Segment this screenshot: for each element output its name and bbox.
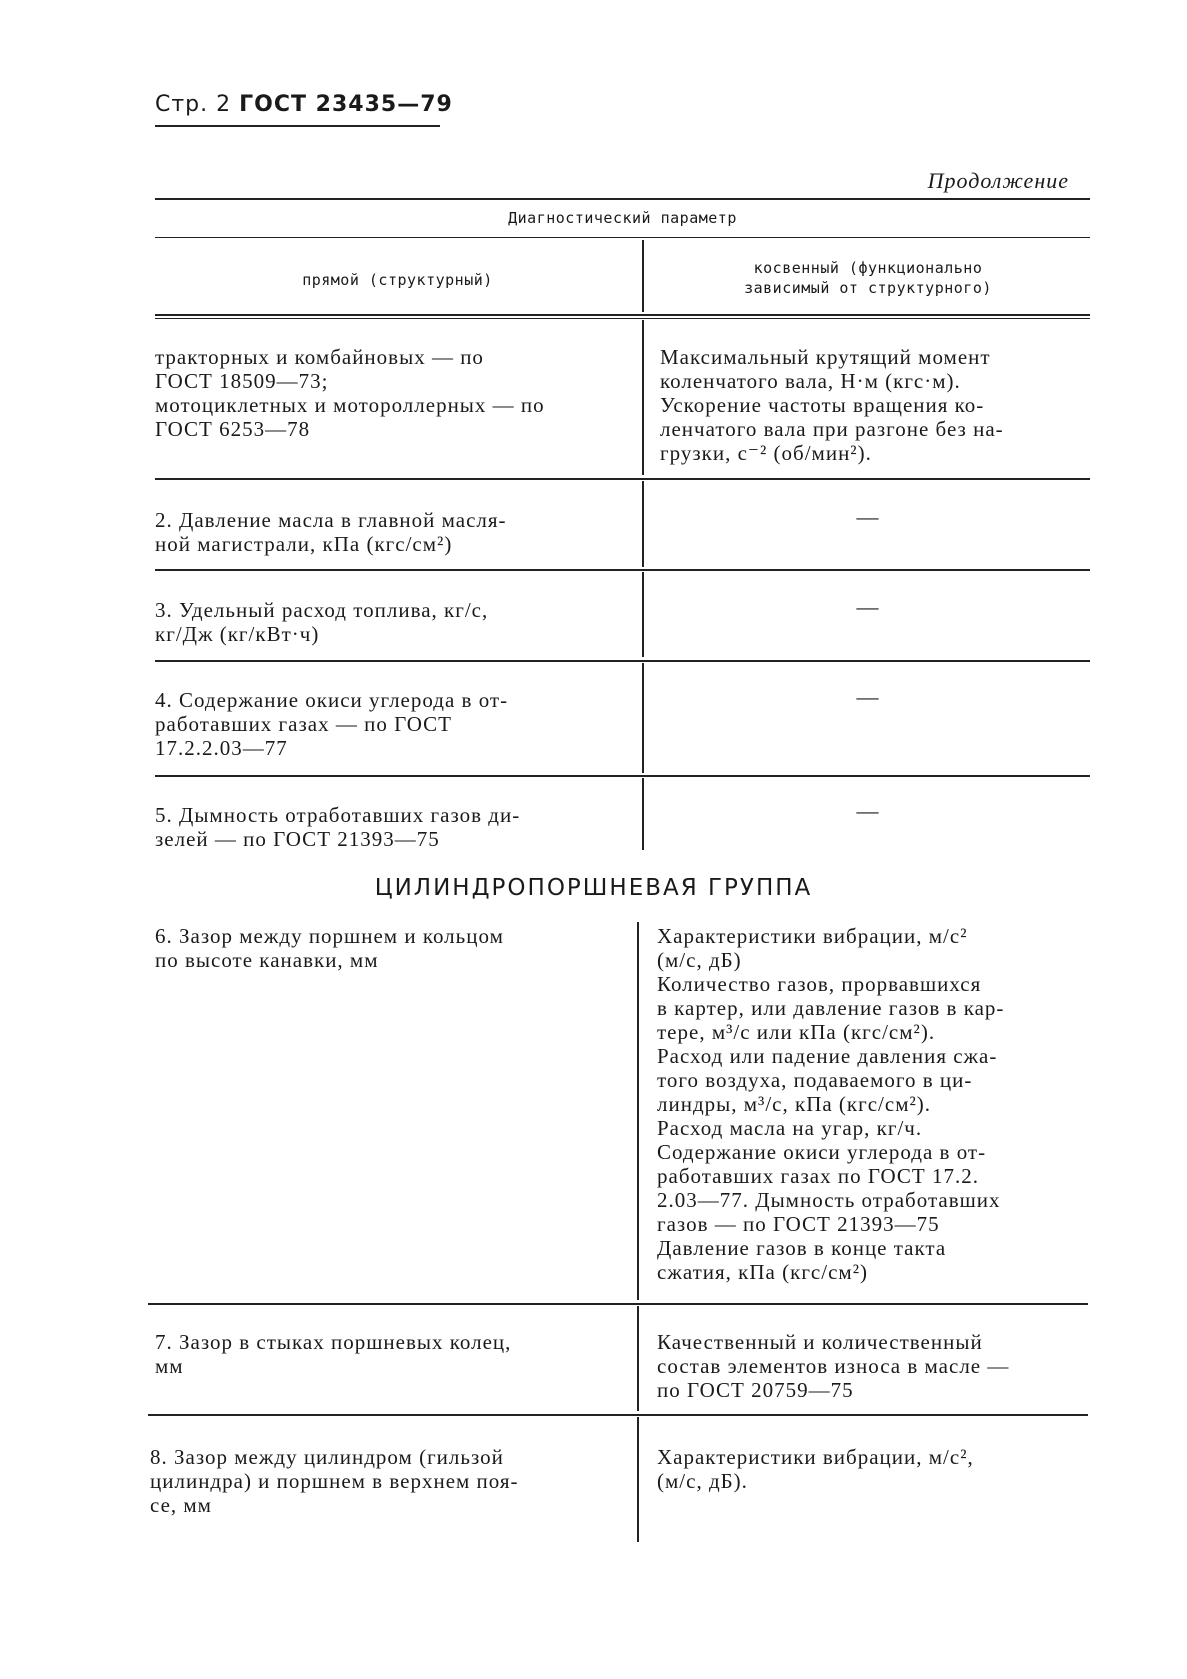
table-row-direct: 2. Давление масла в главной масля- ной магистрали, кПа (кгс/см²): [155, 508, 507, 556]
col-direct-header: прямой (структурный): [302, 271, 493, 289]
header-bottom-rule: [155, 314, 1090, 316]
row-rule: [148, 1414, 1088, 1416]
column-divider: [637, 1306, 639, 1411]
group-header-rule: [155, 237, 1090, 238]
table-row-direct: 3. Удельный расход топлива, кг/с, кг/Дж (кг/кВт·ч): [155, 598, 489, 646]
table-row-direct: тракторных и комбайновых — по ГОСТ 18509—73; мотоциклетных и мотороллерных — по ГОСТ 6253—78: [155, 345, 545, 441]
column-divider: [637, 922, 639, 1300]
column-divider: [642, 572, 644, 657]
group-header: Диагностический параметр: [508, 209, 737, 227]
empty-dash: —: [856, 504, 879, 529]
empty-dash: —: [856, 594, 879, 619]
section-title: ЦИЛИНДРОПОРШНЕВАЯ ГРУППА: [374, 875, 813, 901]
table-row-indirect: Характеристики вибрации, м/с² (м/с, дБ) Количество газов, прорвавшихся в картер, или давление газов в кар- тере, м³/с или кПа (кгс/см²). Расход или падение давления сжа- того воздуха, подаваемого в ци- линдры, м³/с, кПа (кгс/см²). Расход масла на угар, кг/ч. Содержание окиси углерода в от- работавших газах по ГОСТ 17.2. 2.03—77. Дымность отработавших газов — по ГОСТ 21393—75 Давление газов в конце такта сжатия, кПа (кгс/см²): [657, 924, 1005, 1284]
column-divider: [642, 663, 644, 773]
continuation-label: Продолжение: [927, 168, 1069, 193]
table-row-direct: 8. Зазор между цилиндром (гильзой цилиндра) и поршнем в верхнем поя- се, мм: [150, 1445, 519, 1517]
row-rule: [155, 660, 1090, 662]
table-row-indirect: Характеристики вибрации, м/с², (м/с, дБ).: [657, 1445, 974, 1493]
header-bottom-rule-2: [155, 318, 1090, 319]
standard-number: ГОСТ 23435—79: [239, 92, 453, 117]
page-label: Стр. 2: [155, 92, 232, 117]
col-indirect-header: косвенный (функционально зависимый от структурного): [744, 259, 992, 297]
empty-dash: —: [856, 684, 879, 709]
table-row-direct: 5. Дымность отработавших газов ди- зелей — по ГОСТ 21393—75: [155, 803, 521, 851]
column-divider: [642, 481, 644, 567]
row-rule: [155, 478, 1090, 480]
empty-dash: —: [856, 798, 879, 823]
table-top-rule: [155, 198, 1090, 200]
row-rule: [155, 775, 1090, 777]
row-rule: [155, 569, 1090, 571]
table-row-indirect: Качественный и количественный состав элементов износа в масле — по ГОСТ 20759—75: [657, 1330, 1010, 1402]
table-row-direct: 6. Зазор между поршнем и кольцом по высоте канавки, мм: [155, 924, 504, 972]
column-divider: [642, 320, 644, 475]
table-row-indirect: Максимальный крутящий момент коленчатого вала, Н·м (кгс·м). Ускорение частоты вращения ко- ленчатого вала при разгоне без на- грузки, с⁻² (об/мин²).: [660, 345, 1004, 465]
row-rule: [148, 1303, 1088, 1305]
table-row-direct: 4. Содержание окиси углерода в от- работавших газах — по ГОСТ 17.2.2.03—77: [155, 688, 509, 760]
column-divider: [637, 1417, 639, 1542]
page-header: [155, 92, 453, 117]
table-row-direct: 7. Зазор в стыках поршневых колец, мм: [155, 1330, 512, 1378]
column-divider: [642, 778, 644, 850]
header-rule: [155, 125, 440, 127]
column-divider: [642, 240, 644, 312]
